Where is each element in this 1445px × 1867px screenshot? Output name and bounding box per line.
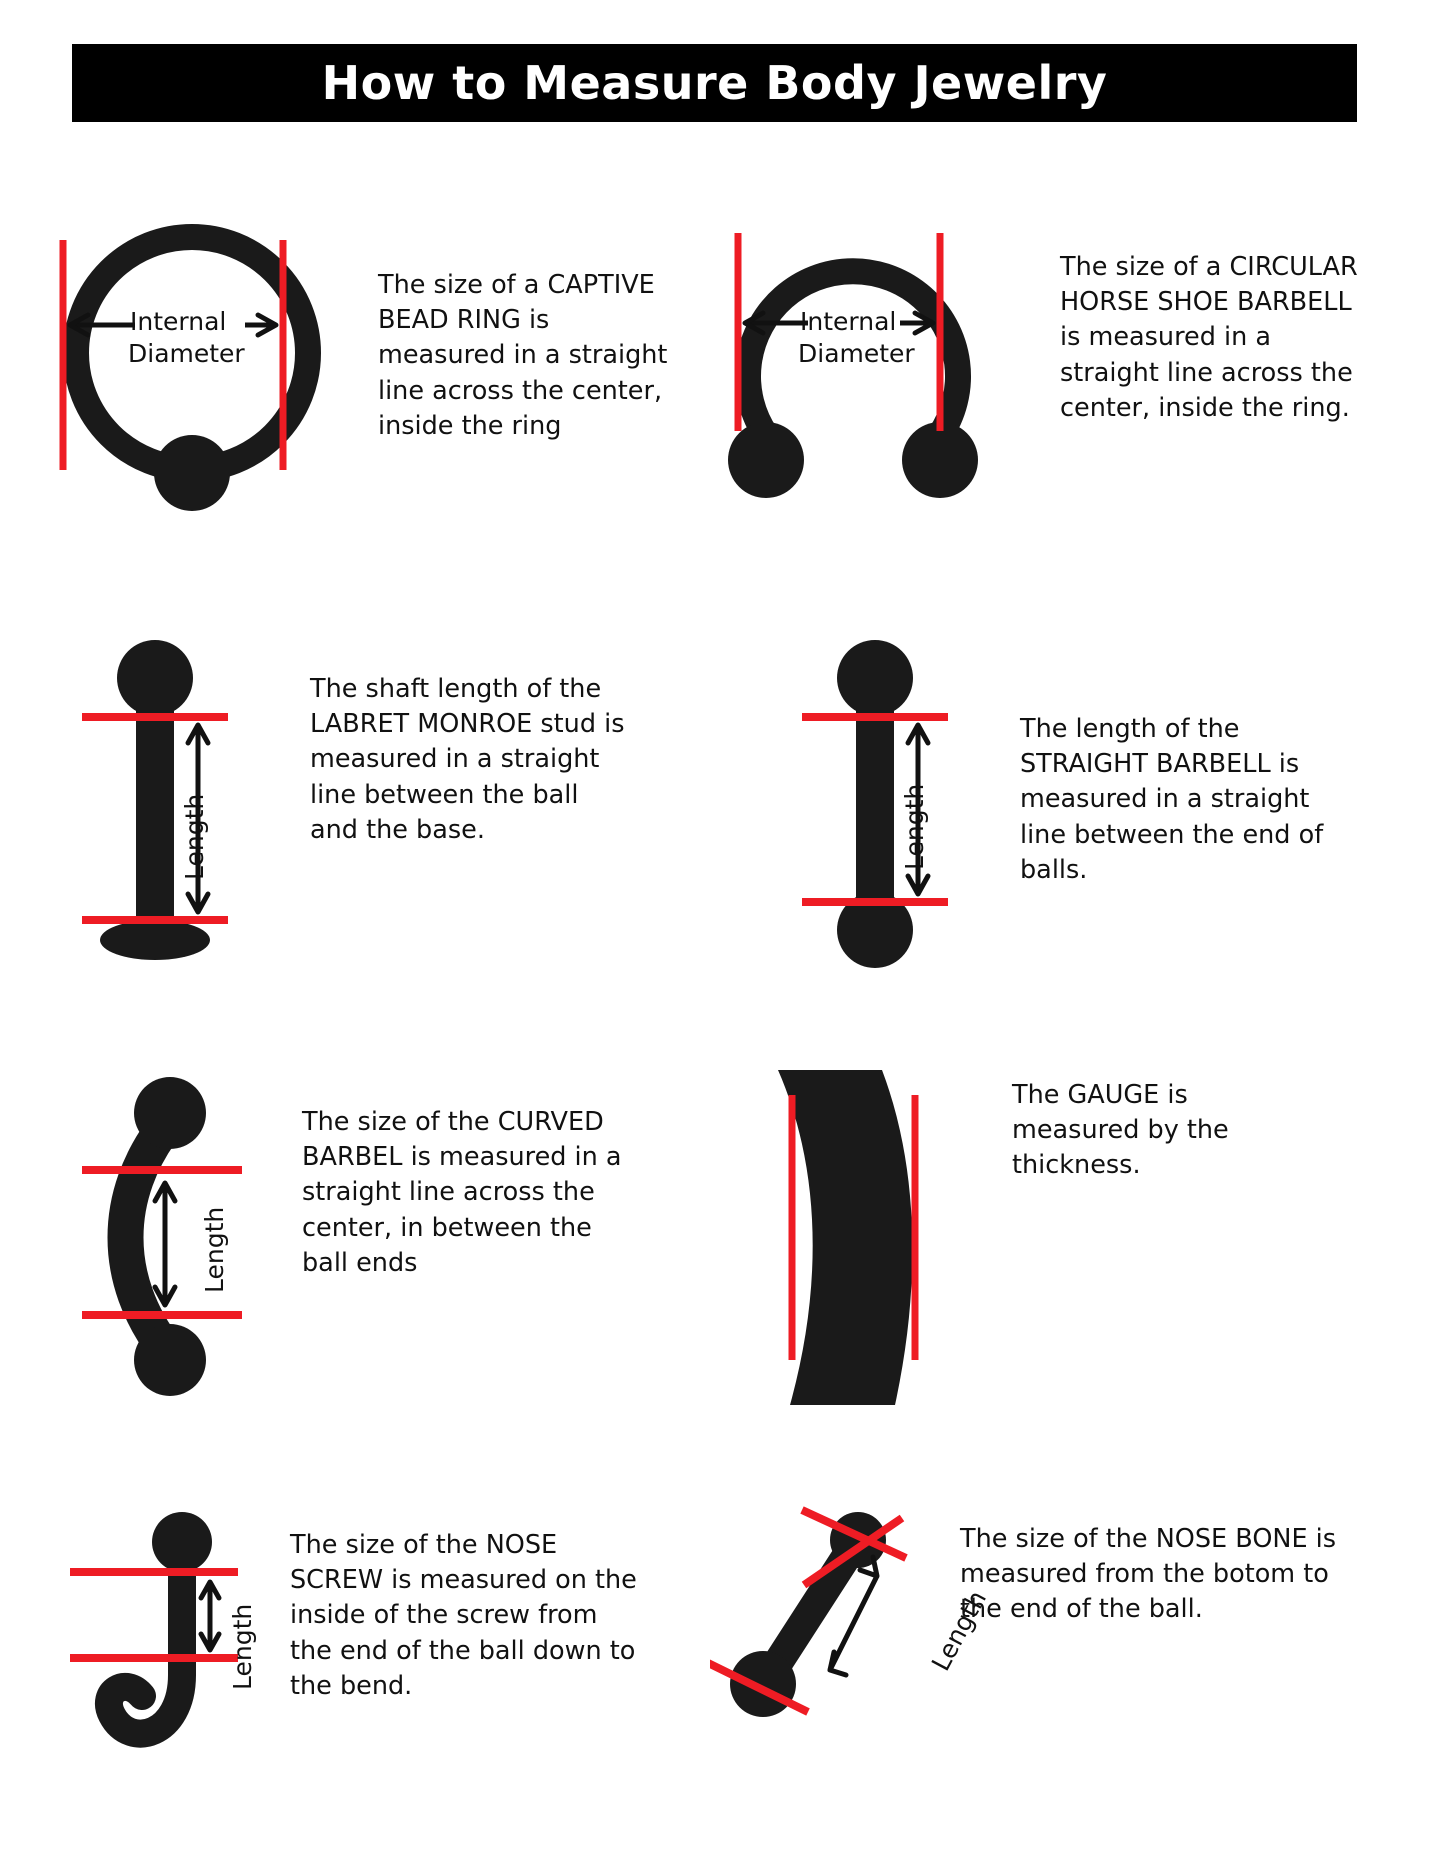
nose-screw-icon — [60, 1510, 320, 1800]
description-gauge: The GAUGE is measured by the thickness. — [1012, 1080, 1229, 1181]
figure-curved-barbell — [70, 1065, 300, 1410]
internal-diameter-label-line1-hs: Internal — [800, 307, 897, 336]
gauge-icon — [760, 1060, 990, 1410]
description-nose-bone: The size of the NOSE BONE is measured from the botom to the end of the ball. — [960, 1524, 1337, 1625]
length-label-nose-screw: Length — [228, 1603, 257, 1690]
description-nose-screw: The size of the NOSE SCREW is measured on the inside of the screw from the end of the ball down to the bend. — [290, 1530, 637, 1701]
figure-straight-barbell — [790, 630, 1020, 975]
internal-diameter-label-line2-hs: Diameter — [798, 339, 915, 368]
description-straight-barbell: The length of the STRAIGHT BARBELL is measured in a straight line between the end of balls. — [1020, 714, 1324, 885]
description-captive-bead-ring: The size of a CAPTIVE BEAD RING is measured in a straight line across the center, inside the ring — [378, 270, 668, 441]
figure-nose-screw — [60, 1510, 320, 1800]
figure-nose-bone — [710, 1500, 993, 1740]
description-circular-horseshoe-barbell: The size of a CIRCULAR HORSE SHOE BARBELL is measured in a straight line across the center, inside the ring. — [1060, 252, 1358, 423]
length-label-curved-barbell: Length — [200, 1206, 229, 1293]
description-curved-barbell: The size of the CURVED BARBEL is measured in a straight line across the center, in between the ball ends — [302, 1107, 622, 1278]
nose-bone-icon — [710, 1500, 980, 1740]
length-label-straight-barbell: Length — [900, 783, 929, 870]
internal-diameter-label-line2: Diameter — [128, 339, 245, 368]
figure-circular-horseshoe-barbell — [718, 195, 1048, 525]
page-title-banner — [72, 44, 1357, 122]
figure-captive-bead-ring — [40, 195, 370, 525]
page-title: How to Measure Body Jewelry — [321, 56, 1108, 110]
figure-gauge-thickness — [760, 1060, 990, 1410]
curved-barbell-icon — [70, 1065, 300, 1410]
description-labret-monroe: The shaft length of the LABRET MONROE stud is measured in a straight line between the ball and the base. — [310, 674, 625, 845]
figure-labret-monroe-stud — [70, 630, 300, 975]
length-label-nose-bone: Length — [926, 1585, 993, 1676]
length-label-labret: Length — [180, 793, 209, 880]
internal-diameter-label-line1: Internal — [130, 307, 227, 336]
